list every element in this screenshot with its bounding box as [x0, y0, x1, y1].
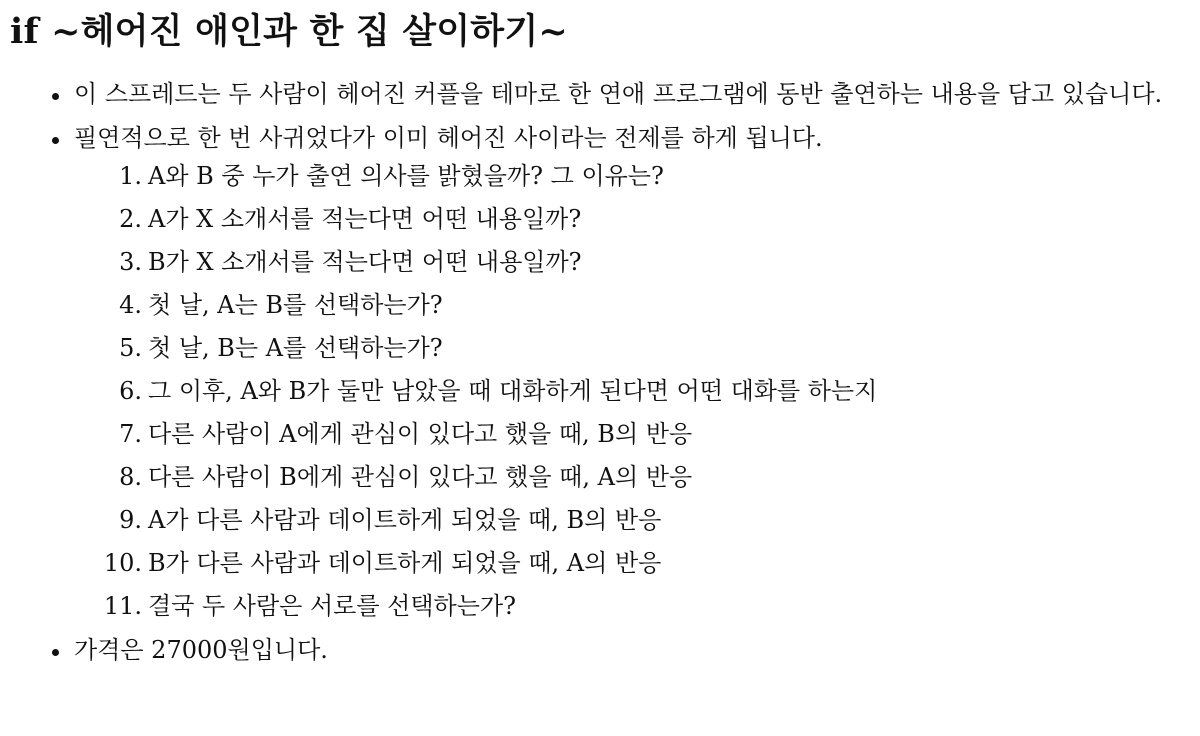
question-list: [74, 157, 1190, 625]
question-item: [74, 458, 1190, 496]
question-item: [74, 243, 1190, 281]
question-item: [74, 157, 1190, 195]
question-item: [74, 544, 1190, 582]
question-text: 결국 두 사람은 서로를 선택하는가?: [148, 592, 516, 620]
question-text: A가 X 소개서를 적는다면 어떤 내용일까?: [148, 205, 582, 233]
question-text: B가 X 소개서를 적는다면 어떤 내용일까?: [148, 248, 582, 276]
question-number: 4.: [119, 291, 142, 319]
question-number: 10.: [103, 549, 142, 577]
question-item: [74, 415, 1190, 453]
question-number: 9.: [119, 506, 142, 534]
bullet-text: 필연적으로 한 번 사귀었다가 이미 헤어진 사이라는 전제를 하게 됩니다.: [74, 124, 823, 152]
question-text: 그 이후, A와 B가 둘만 남았을 때 대화하게 된다면 어떤 대화를 하는지: [148, 377, 878, 405]
question-text: A와 B 중 누가 출연 의사를 밝혔을까? 그 이유는?: [148, 162, 664, 190]
question-number: 1.: [119, 162, 142, 190]
question-text: 첫 날, B는 A를 선택하는가?: [148, 334, 443, 362]
question-number: 2.: [119, 205, 142, 233]
question-text: 첫 날, A는 B를 선택하는가?: [148, 291, 443, 319]
question-item: [74, 587, 1190, 625]
bullet-item: [74, 631, 1190, 669]
bullet-text: 이 스프레드는 두 사람이 헤어진 커플을 테마로 한 연애 프로그램에 동반 출연하는 내용을 담고 있습니다.: [74, 80, 1163, 108]
bullet-item: [74, 119, 1190, 625]
question-number: 3.: [119, 248, 142, 276]
question-text: 다른 사람이 A에게 관심이 있다고 했을 때, B의 반응: [148, 420, 693, 448]
page-title: if ~헤어진 애인과 한 집 살이하기~: [10, 11, 568, 52]
question-text: B가 다른 사람과 데이트하게 되었을 때, A의 반응: [148, 549, 662, 577]
question-number: 7.: [119, 420, 142, 448]
question-item: [74, 329, 1190, 367]
question-number: 5.: [119, 334, 142, 362]
question-text: A가 다른 사람과 데이트하게 되었을 때, B의 반응: [148, 506, 662, 534]
question-number: 6.: [119, 377, 142, 405]
question-item: [74, 200, 1190, 238]
question-item: [74, 372, 1190, 410]
bullet-item: [74, 75, 1190, 113]
question-number: 8.: [119, 463, 142, 491]
question-text: 다른 사람이 B에게 관심이 있다고 했을 때, A의 반응: [148, 463, 693, 491]
question-number: 11.: [103, 592, 142, 620]
question-item: [74, 286, 1190, 324]
question-item: [74, 501, 1190, 539]
bullet-list: [10, 75, 1190, 669]
bullet-text: 가격은 27000원입니다.: [74, 636, 328, 664]
